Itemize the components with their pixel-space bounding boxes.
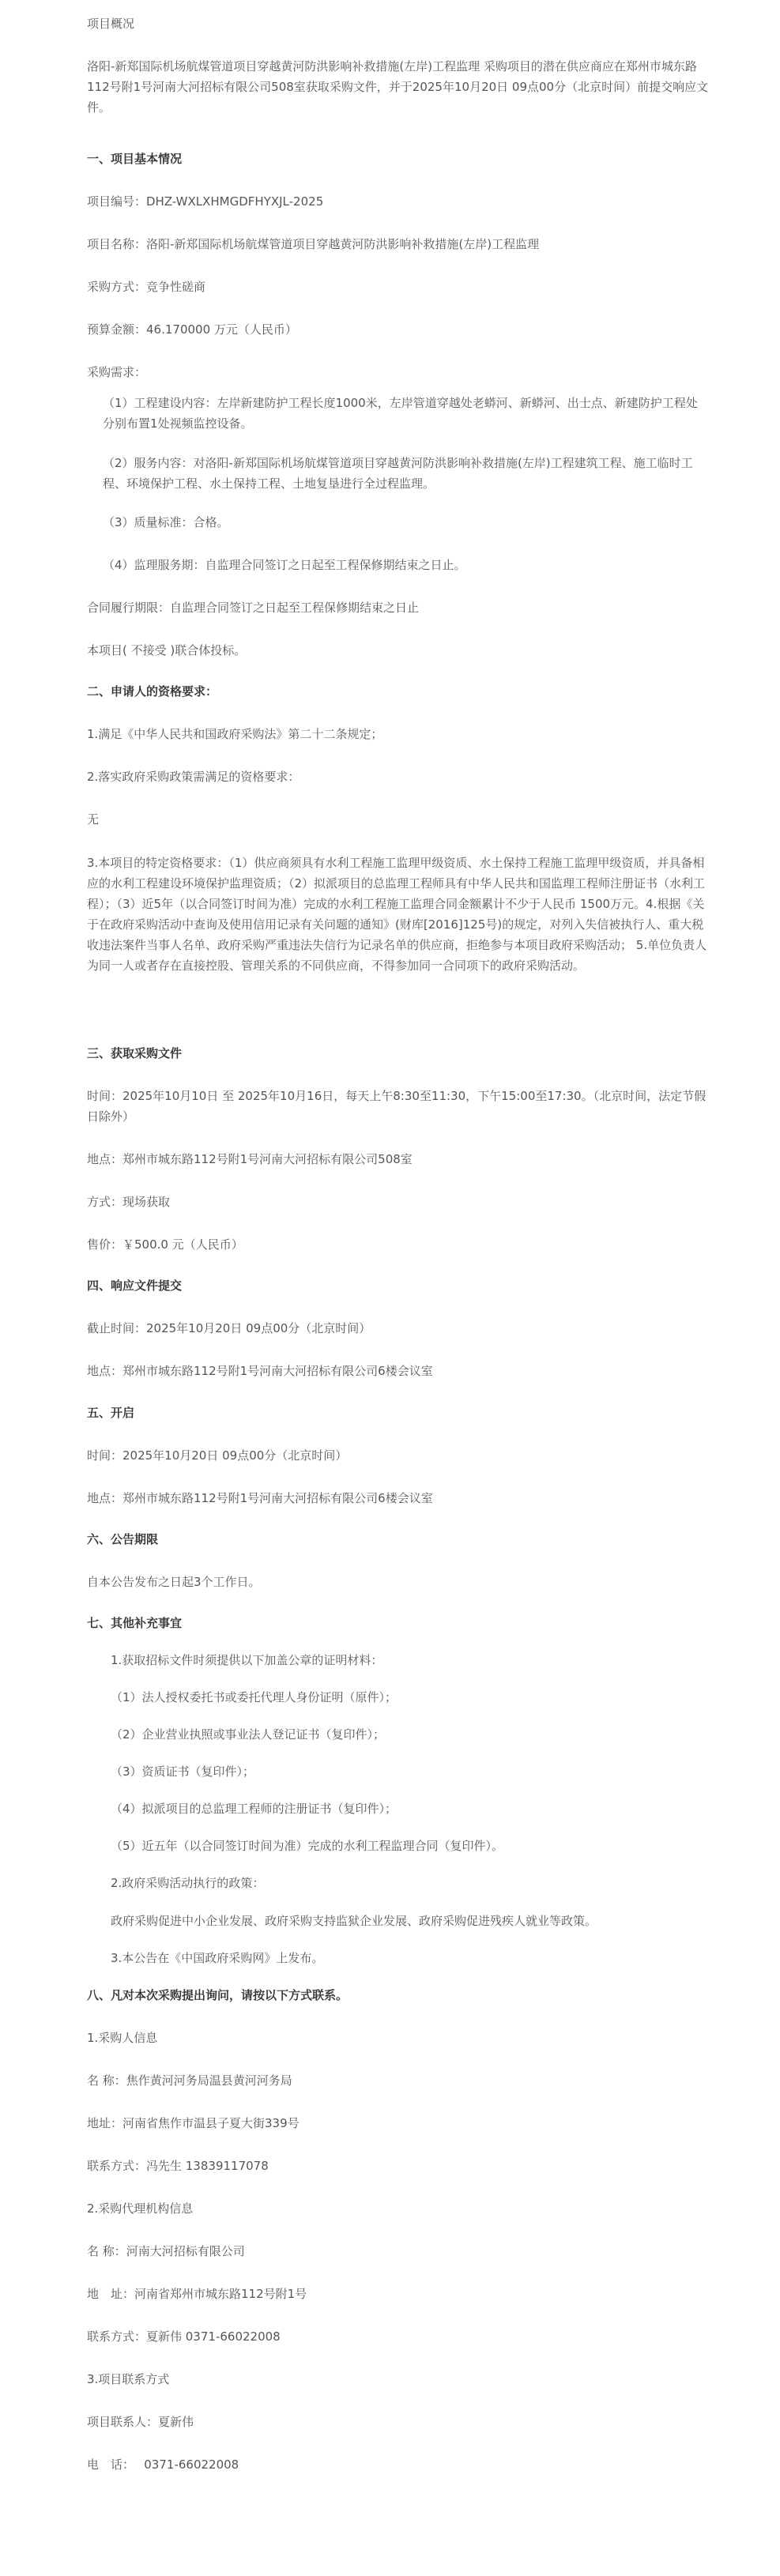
acquire-time: 时间：2025年10月10日 至 2025年10月16日，每天上午8:30至11:30，下午15:00至17:30。（北京时间，法定节假日除外）: [87, 1089, 707, 1124]
section-5-heading: 五、开启: [87, 1406, 135, 1420]
material-2: （2）企业营业执照或事业法人登记证书（复印件）；: [111, 1727, 386, 1742]
opening-place: 地点：郑州市城东路112号附1号河南大河招标有限公司6楼会议室: [87, 1491, 433, 1505]
buyer-name: 名 称：焦作黄河河务局温县黄河河务局: [87, 2073, 292, 2088]
contract-period: 合同履行期限：自监理合同签订之日起至工程保修期结束之日止: [87, 601, 420, 615]
buyer-address: 地址：河南省焦作市温县子夏大街339号: [87, 2116, 300, 2130]
procurement-method: 采购方式：竞争性磋商: [87, 280, 206, 294]
agency-title: 2.采购代理机构信息: [87, 2201, 194, 2216]
requirement-3: 3.本项目的特定资格要求：（1）供应商须具有水利工程施工监理甲级资质、水土保持工程施工监理甲级资质，并具备相应的水利工程建设环境保护监理资质；（2）拟派项目的总监理工程师具有中华人民共和国监理工程师注册证书（水利工程）；（3）近5年（以合同签订时间为准）完成的水利工程施工监理合同金额累计不少于人民币 1500万元。4.根据《关于在政府采购活动中查询及使用信用记录有关问题的通知》(财库[2016]125号)的规定，对列入失信被执行人、重大税收违法案件当事人名单、政府采购严重违法失信行为记录名单的供应商，拒绝参与本项目政府采购活动； 5.单位负责人为同一人或者存在直接控股、管理关系的不同供应商，不得参加同一合同项下的政府采购活动。: [87, 856, 707, 973]
project-contact-title: 3.项目联系方式: [87, 2372, 170, 2386]
project-number: 项目编号：DHZ-WXLXHMGDFHYXJL-2025: [87, 194, 324, 209]
section-7-heading: 七、其他补充事宜: [87, 1616, 183, 1630]
buyer-contact: 联系方式：冯先生 13839117078: [87, 2159, 269, 2173]
section-6-heading: 六、公告期限: [87, 1532, 159, 1546]
project-contact-person: 项目联系人：夏新伟: [87, 2415, 194, 2429]
demand-label: 采购需求：: [87, 365, 147, 379]
policy-text: 政府采购促进中小企业发展、政府采购支持监狱企业发展、政府采购促进残疾人就业等政策。: [111, 1914, 597, 1928]
project-name: 项目名称：洛阳-新郑国际机场航煤管道项目穿越黄河防洪影响补救措施(左岸)工程监理: [87, 237, 540, 251]
section-1-heading: 一、项目基本情况: [87, 152, 183, 166]
demand-item-3: （3）质量标准：合格。: [103, 515, 229, 529]
overview-title: 项目概况: [87, 17, 135, 31]
agency-address: 地 址：河南省郑州市城东路112号附1号: [87, 2287, 307, 2301]
section-8-heading: 八、凡对本次采购提出询问，请按以下方式联系。: [87, 1988, 349, 2002]
acquire-method: 方式：现场获取: [87, 1195, 171, 1209]
section-4-heading: 四、响应文件提交: [87, 1279, 183, 1293]
acquire-place: 地点：郑州市城东路112号附1号河南大河招标有限公司508室: [87, 1152, 413, 1166]
buyer-title: 1.采购人信息: [87, 2031, 158, 2045]
supplement-item-3: 3.本公告在《中国政府采购网》上发布。: [111, 1951, 324, 1965]
material-3: （3）资质证书（复印件）；: [111, 1764, 255, 1779]
announcement-period: 自本公告发布之日起3个工作日。: [87, 1575, 261, 1589]
budget-amount: 预算金额：46.170000 万元（人民币）: [87, 322, 297, 337]
project-contact-phone: 电 话： 0371-66022008: [87, 2457, 239, 2472]
submission-place: 地点：郑州市城东路112号附1号河南大河招标有限公司6楼会议室: [87, 1364, 433, 1378]
submission-deadline: 截止时间：2025年10月20日 09点00分（北京时间）: [87, 1321, 371, 1335]
supplement-item-1: 1.获取招标文件时须提供以下加盖公章的证明材料：: [111, 1653, 383, 1667]
agency-name: 名 称：河南大河招标有限公司: [87, 2244, 245, 2258]
demand-item-4: （4）监理服务期：自监理合同签订之日起至工程保修期结束之日止。: [103, 558, 466, 572]
consortium-note: 本项目( 不接受 )联合体投标。: [87, 643, 247, 657]
document-price: 售价：￥500.0 元（人民币）: [87, 1237, 243, 1252]
requirement-1: 1.满足《中华人民共和国政府采购法》第二十二条规定；: [87, 727, 383, 741]
requirement-2-none: 无: [87, 812, 100, 827]
material-1: （1）法人授权委托书或委托代理人身份证明（原件）；: [111, 1690, 398, 1704]
section-2-heading: 二、申请人的资格要求：: [87, 684, 218, 699]
agency-contact: 联系方式：夏新伟 0371-66022008: [87, 2329, 281, 2344]
material-4: （4）拟派项目的总监理工程师的注册证书（复印件）；: [111, 1802, 398, 1816]
material-5: （5）近五年（以合同签订时间为准）完成的水利工程监理合同（复印件）。: [111, 1839, 504, 1853]
supplement-item-2: 2.政府采购活动执行的政策：: [111, 1876, 265, 1890]
section-3-heading: 三、获取采购文件: [87, 1046, 183, 1060]
demand-item-2: （2）服务内容：对洛阳-新郑国际机场航煤管道项目穿越黄河防洪影响补救措施(左岸)工程建筑工程、施工临时工程、环境保护工程、水土保持工程、土地复垦进行全过程监理。: [103, 456, 693, 491]
opening-time: 时间：2025年10月20日 09点00分（北京时间）: [87, 1448, 348, 1463]
demand-item-1: （1）工程建设内容：左岸新建防护工程长度1000米，左岸管道穿越处老蟒河、新蟒河、出士点、新建防护工程处分别布置1处视频监控设备。: [103, 396, 698, 431]
requirement-2: 2.落实政府采购政策需满足的资格要求：: [87, 770, 300, 784]
overview-body: 洛阳-新郑国际机场航煤管道项目穿越黄河防洪影响补救措施(左岸)工程监理 采购项目的潜在供应商应在郑州市城东路112号附1号河南大河招标有限公司508室获取采购文件，并于2025年10月20日 09点00分（北京时间）前提交响应文件。: [87, 59, 709, 115]
